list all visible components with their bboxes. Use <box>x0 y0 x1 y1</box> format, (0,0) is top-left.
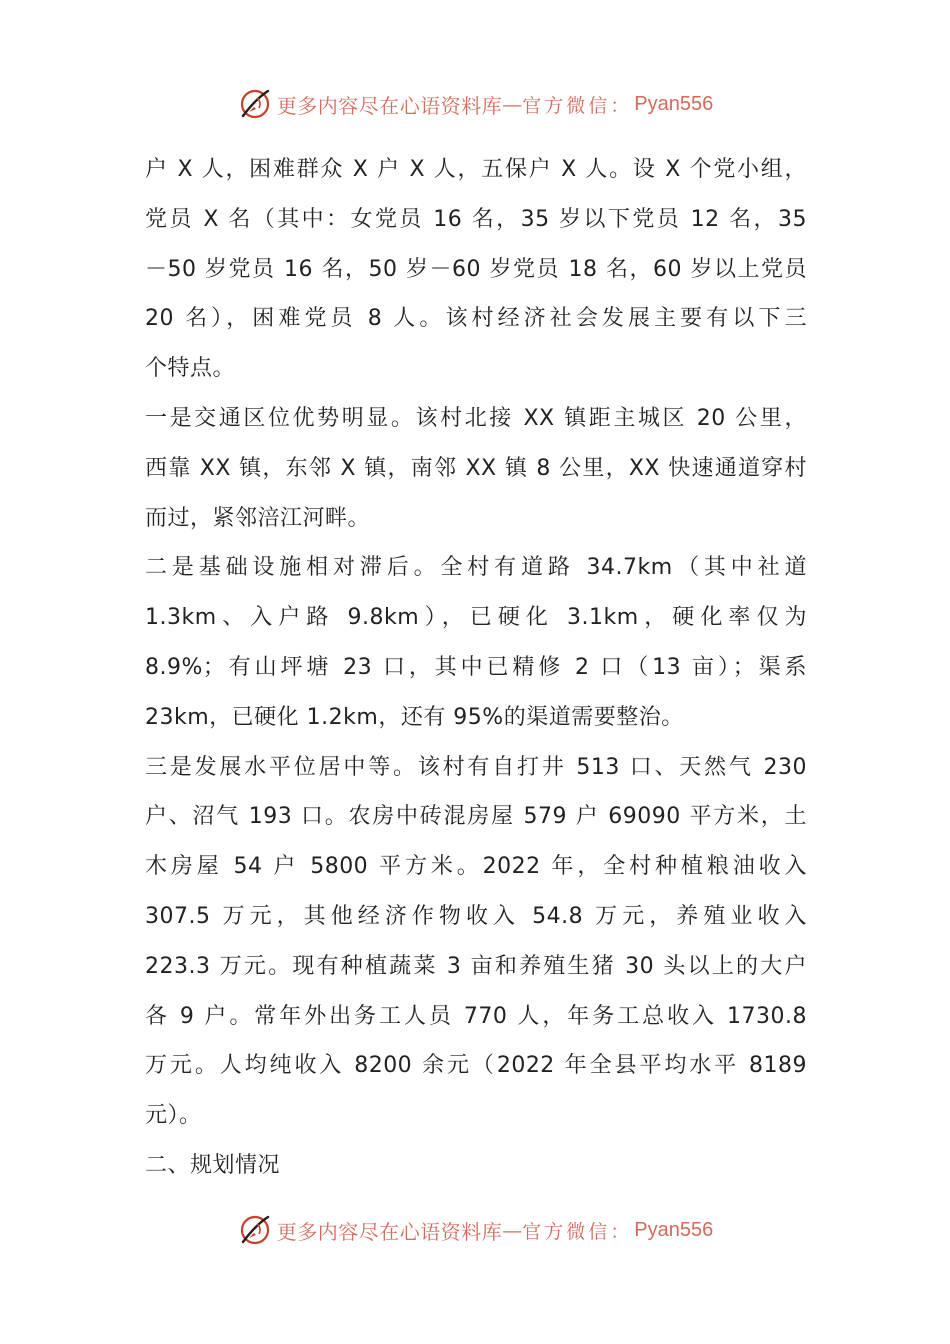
header-watermark <box>0 84 950 124</box>
pen-logo-icon <box>237 86 273 122</box>
text-line: 307.5 万元，其他经济作物收入 54.8 万元，养殖业收入 <box>145 903 807 929</box>
text-line: 个特点。 <box>145 356 236 382</box>
watermark-separator: — <box>502 1218 523 1242</box>
text-line: 二是基础设施相对滞后。全村有道路 34.7km（其中社道 <box>145 555 807 581</box>
text-line: 各 9 户。常年外出务工人员 770 人，年务工总收入 1730.8 <box>145 1003 807 1029</box>
text-line: 西靠 XX 镇，东邻 X 镇，南邻 XX 镇 8 公里，XX 快速通道穿村 <box>145 455 807 481</box>
text-line: 23km，已硬化 1.2km，还有 95%的渠道需要整治。 <box>145 704 684 730</box>
text-line: 万元。人均纯收入 8200 余元（2022 年全县平均水平 8189 <box>145 1053 807 1079</box>
text-line: 一是交通区位优势明显。该村北接 XX 镇距主城区 20 公里， <box>145 405 807 431</box>
watermark-wechat-id: Pyan556 <box>634 92 714 115</box>
text-line: 1.3km、入户路 9.8km），已硬化 3.1km，硬化率仅为 <box>145 605 807 631</box>
text-line: 户 X 人，困难群众 X 户 X 人，五保户 X 人。设 X 个党小组， <box>145 157 807 182</box>
text-line: 而过，紧邻涪江河畔。 <box>145 505 371 531</box>
text-line: 户、沼气 193 口。农房中砖混房屋 579 户 69090 平方米，土 <box>145 804 807 830</box>
text-line: 元）。 <box>145 1103 202 1129</box>
text-line: 223.3 万元。现有种植蔬菜 3 亩和养殖生猪 30 头以上的大户 <box>145 953 807 979</box>
watermark-wechat-id: Pyan556 <box>634 1218 714 1241</box>
text-line: －50 岁党员 16 名，50 岁－60 岁党员 18 名，60 岁以上党员 <box>145 256 807 282</box>
watermark-main-text: 更多内容尽在心语资料库 <box>276 1219 503 1244</box>
section-heading: 二、规划情况 <box>145 1152 281 1178</box>
watermark-separator: — <box>502 92 523 116</box>
watermark-official-label: 官方微信： <box>522 94 633 117</box>
text-line: 20 名），困难党员 8 人。该村经济社会发展主要有以下三 <box>145 306 807 332</box>
watermark-official-label: 官方微信： <box>522 1220 633 1243</box>
text-line: 三是发展水平位居中等。该村有自打井 513 口、天然气 230 <box>145 754 807 780</box>
footer-watermark <box>0 1210 950 1250</box>
document-body <box>145 145 807 1191</box>
text-line: 党员 X 名（其中：女党员 16 名，35 岁以下党员 12 名，35 <box>145 206 807 232</box>
watermark-main-text: 更多内容尽在心语资料库 <box>276 93 503 118</box>
text-line: 8.9%；有山坪塘 23 口，其中已精修 2 口（13 亩）；渠系 <box>145 654 807 680</box>
pen-logo-icon <box>237 1212 273 1248</box>
text-line: 木房屋 54 户 5800 平方米。2022 年，全村种植粮油收入 <box>145 854 807 880</box>
